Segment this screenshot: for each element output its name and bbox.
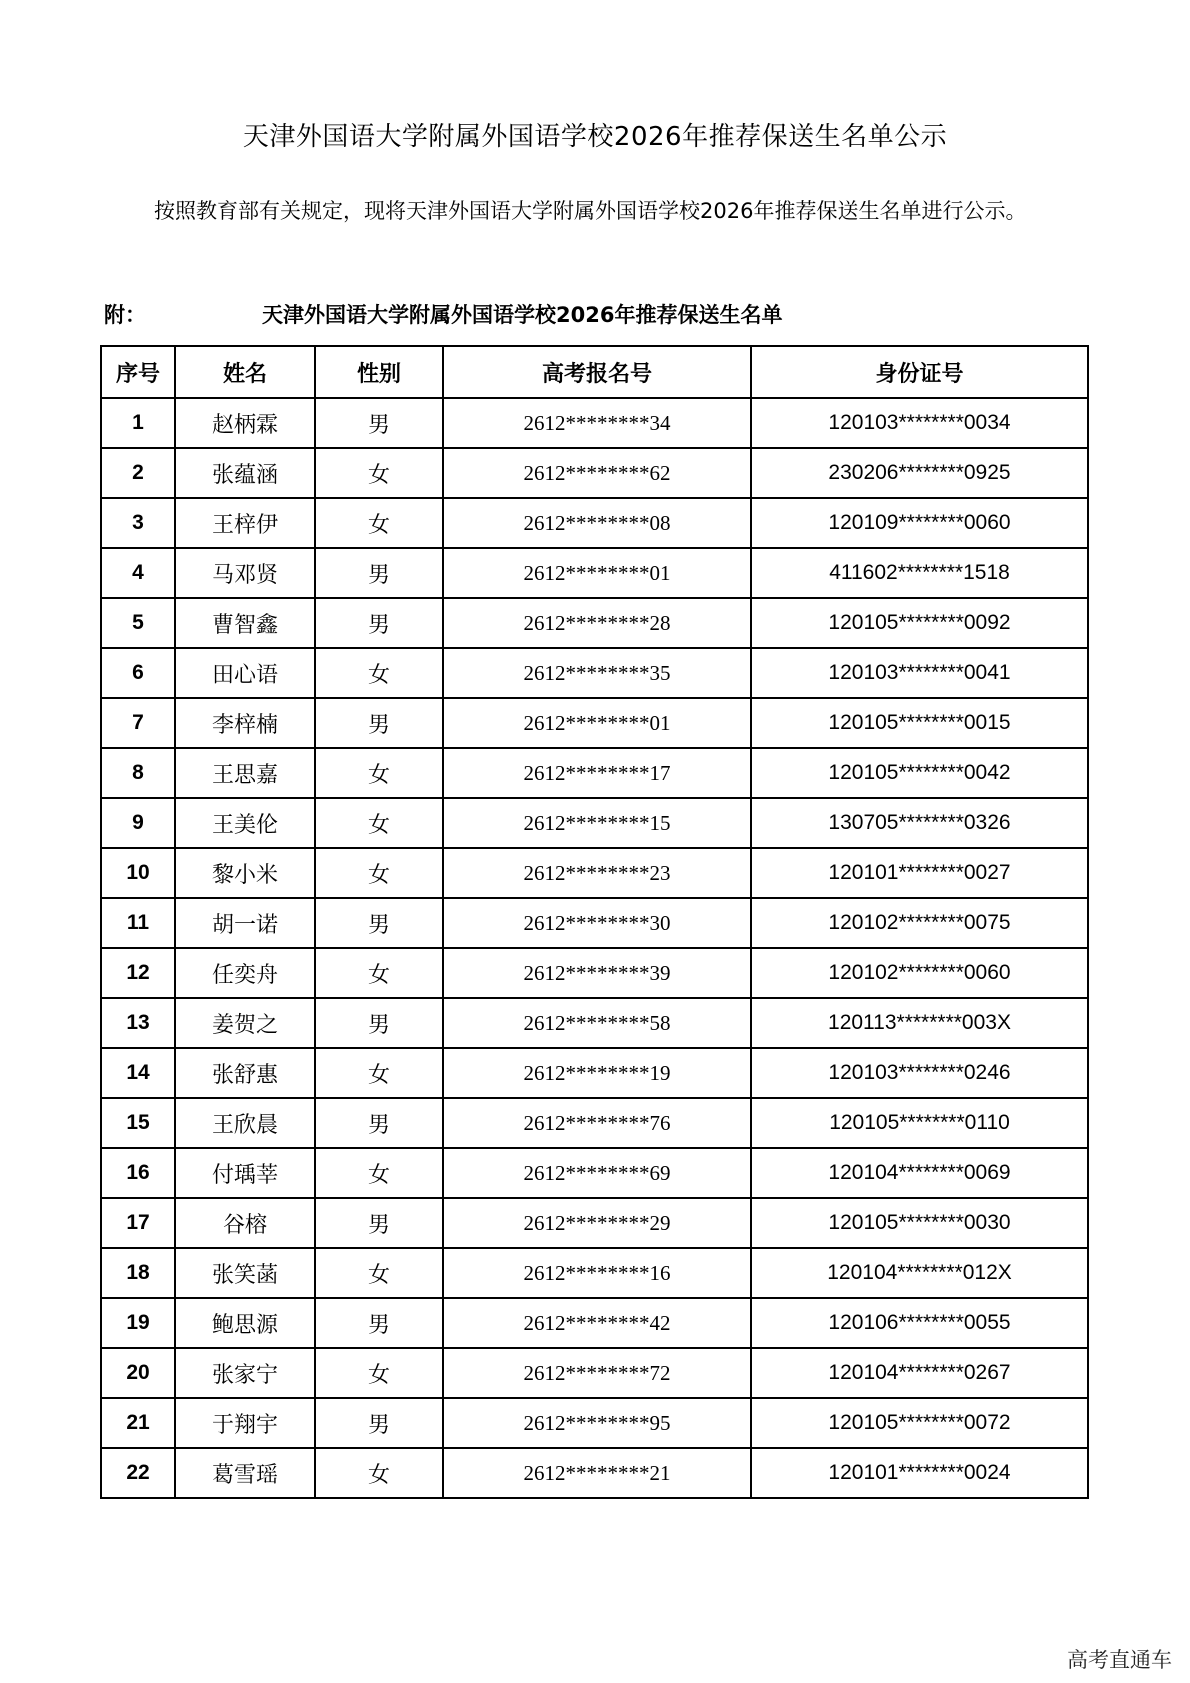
id-card-no-cell: 120104********012X	[751, 1248, 1088, 1298]
student-roster-table	[100, 345, 1089, 1499]
gender-cell: 女	[315, 1048, 443, 1098]
name-cell: 黎小米	[175, 848, 315, 898]
table-row	[101, 1298, 1088, 1348]
table-row	[101, 498, 1088, 548]
name-cell: 赵柄霖	[175, 398, 315, 448]
table-row	[101, 698, 1088, 748]
exam-registration-no-cell: 2612********01	[443, 548, 751, 598]
gender-cell: 女	[315, 648, 443, 698]
exam-registration-no-cell: 2612********16	[443, 1248, 751, 1298]
serial-no-cell: 9	[101, 798, 175, 848]
gender-cell: 男	[315, 1098, 443, 1148]
table-row	[101, 848, 1088, 898]
gender-cell: 女	[315, 1448, 443, 1498]
id-card-no-cell: 120105********0072	[751, 1398, 1088, 1448]
gender-cell: 女	[315, 948, 443, 998]
table-row	[101, 1098, 1088, 1148]
exam-registration-no-cell: 2612********62	[443, 448, 751, 498]
id-card-no-cell: 120103********0034	[751, 398, 1088, 448]
gender-cell: 男	[315, 548, 443, 598]
name-cell: 张笑菡	[175, 1248, 315, 1298]
document-title: 天津外国语大学附属外国语学校2026年推荐保送生名单公示	[242, 122, 948, 152]
id-card-no-cell: 120105********0110	[751, 1098, 1088, 1148]
exam-registration-no-cell: 2612********19	[443, 1048, 751, 1098]
id-card-no-cell: 120104********0267	[751, 1348, 1088, 1398]
header-serial-no: 序号	[101, 346, 175, 398]
id-card-no-cell: 120104********0069	[751, 1148, 1088, 1198]
table-row	[101, 748, 1088, 798]
serial-no-cell: 6	[101, 648, 175, 698]
id-card-no-cell: 120105********0042	[751, 748, 1088, 798]
id-card-no-cell: 120106********0055	[751, 1298, 1088, 1348]
attachment-title: 天津外国语大学附属外国语学校2026年推荐保送生名单	[262, 303, 783, 327]
table-body	[101, 398, 1088, 1498]
gender-cell: 女	[315, 1248, 443, 1298]
id-card-no-cell: 120109********0060	[751, 498, 1088, 548]
exam-registration-no-cell: 2612********28	[443, 598, 751, 648]
table-row	[101, 1198, 1088, 1248]
serial-no-cell: 15	[101, 1098, 175, 1148]
serial-no-cell: 5	[101, 598, 175, 648]
id-card-no-cell: 120101********0027	[751, 848, 1088, 898]
gender-cell: 男	[315, 698, 443, 748]
id-card-no-cell: 120102********0060	[751, 948, 1088, 998]
name-cell: 王欣晨	[175, 1098, 315, 1148]
name-cell: 胡一诺	[175, 898, 315, 948]
gender-cell: 男	[315, 1398, 443, 1448]
gender-cell: 男	[315, 998, 443, 1048]
gender-cell: 女	[315, 1148, 443, 1198]
exam-registration-no-cell: 2612********72	[443, 1348, 751, 1398]
serial-no-cell: 16	[101, 1148, 175, 1198]
name-cell: 张蕴涵	[175, 448, 315, 498]
name-cell: 王思嘉	[175, 748, 315, 798]
exam-registration-no-cell: 2612********29	[443, 1198, 751, 1248]
id-card-no-cell: 120105********0092	[751, 598, 1088, 648]
serial-no-cell: 2	[101, 448, 175, 498]
id-card-no-cell: 120103********0041	[751, 648, 1088, 698]
gender-cell: 男	[315, 1298, 443, 1348]
id-card-no-cell: 230206********0925	[751, 448, 1088, 498]
header-name: 姓名	[175, 346, 315, 398]
name-cell: 于翔宇	[175, 1398, 315, 1448]
exam-registration-no-cell: 2612********39	[443, 948, 751, 998]
table-row	[101, 948, 1088, 998]
serial-no-cell: 3	[101, 498, 175, 548]
id-card-no-cell: 120105********0030	[751, 1198, 1088, 1248]
serial-no-cell: 18	[101, 1248, 175, 1298]
gender-cell: 男	[315, 898, 443, 948]
name-cell: 田心语	[175, 648, 315, 698]
serial-no-cell: 14	[101, 1048, 175, 1098]
id-card-no-cell: 120103********0246	[751, 1048, 1088, 1098]
name-cell: 张舒惠	[175, 1048, 315, 1098]
serial-no-cell: 17	[101, 1198, 175, 1248]
serial-no-cell: 1	[101, 398, 175, 448]
table-row	[101, 1348, 1088, 1398]
exam-registration-no-cell: 2612********23	[443, 848, 751, 898]
table-row	[101, 1148, 1088, 1198]
name-cell: 鲍思源	[175, 1298, 315, 1348]
serial-no-cell: 7	[101, 698, 175, 748]
intro-paragraph: 按照教育部有关规定，现将天津外国语大学附属外国语学校2026年推荐保送生名单进行公示。	[154, 199, 1027, 223]
serial-no-cell: 21	[101, 1398, 175, 1448]
serial-no-cell: 12	[101, 948, 175, 998]
gender-cell: 女	[315, 798, 443, 848]
gender-cell: 女	[315, 498, 443, 548]
exam-registration-no-cell: 2612********95	[443, 1398, 751, 1448]
id-card-no-cell: 411602********1518	[751, 548, 1088, 598]
name-cell: 任奕舟	[175, 948, 315, 998]
name-cell: 曹智鑫	[175, 598, 315, 648]
exam-registration-no-cell: 2612********42	[443, 1298, 751, 1348]
name-cell: 葛雪瑶	[175, 1448, 315, 1498]
gender-cell: 女	[315, 748, 443, 798]
exam-registration-no-cell: 2612********34	[443, 398, 751, 448]
id-card-no-cell: 130705********0326	[751, 798, 1088, 848]
id-card-no-cell: 120105********0015	[751, 698, 1088, 748]
serial-no-cell: 11	[101, 898, 175, 948]
serial-no-cell: 8	[101, 748, 175, 798]
table-row	[101, 648, 1088, 698]
id-card-no-cell: 120101********0024	[751, 1448, 1088, 1498]
gender-cell: 女	[315, 848, 443, 898]
gender-cell: 男	[315, 1198, 443, 1248]
name-cell: 谷榕	[175, 1198, 315, 1248]
id-card-no-cell: 120113********003X	[751, 998, 1088, 1048]
serial-no-cell: 10	[101, 848, 175, 898]
header-exam-registration-no: 高考报名号	[443, 346, 751, 398]
serial-no-cell: 19	[101, 1298, 175, 1348]
serial-no-cell: 13	[101, 998, 175, 1048]
exam-registration-no-cell: 2612********69	[443, 1148, 751, 1198]
name-cell: 李梓楠	[175, 698, 315, 748]
serial-no-cell: 22	[101, 1448, 175, 1498]
exam-registration-no-cell: 2612********58	[443, 998, 751, 1048]
table-header-row	[101, 346, 1088, 398]
gender-cell: 女	[315, 448, 443, 498]
exam-registration-no-cell: 2612********35	[443, 648, 751, 698]
exam-registration-no-cell: 2612********17	[443, 748, 751, 798]
id-card-no-cell: 120102********0075	[751, 898, 1088, 948]
exam-registration-no-cell: 2612********76	[443, 1098, 751, 1148]
exam-registration-no-cell: 2612********21	[443, 1448, 751, 1498]
table-row	[101, 898, 1088, 948]
name-cell: 王梓伊	[175, 498, 315, 548]
attachment-label: 附：	[104, 303, 146, 327]
table-row	[101, 1048, 1088, 1098]
name-cell: 付瑀莘	[175, 1148, 315, 1198]
table-row	[101, 448, 1088, 498]
name-cell: 张家宁	[175, 1348, 315, 1398]
header-id-card-no: 身份证号	[751, 346, 1088, 398]
name-cell: 马邓贤	[175, 548, 315, 598]
exam-registration-no-cell: 2612********01	[443, 698, 751, 748]
table-row	[101, 798, 1088, 848]
table-row	[101, 1248, 1088, 1298]
gender-cell: 男	[315, 598, 443, 648]
exam-registration-no-cell: 2612********08	[443, 498, 751, 548]
name-cell: 姜贺之	[175, 998, 315, 1048]
table-row	[101, 1448, 1088, 1498]
watermark-text: 高考直通车	[1067, 1648, 1172, 1672]
exam-registration-no-cell: 2612********15	[443, 798, 751, 848]
name-cell: 王美伦	[175, 798, 315, 848]
gender-cell: 女	[315, 1348, 443, 1398]
gender-cell: 男	[315, 398, 443, 448]
table-row	[101, 1398, 1088, 1448]
serial-no-cell: 20	[101, 1348, 175, 1398]
table-row	[101, 548, 1088, 598]
table-row	[101, 998, 1088, 1048]
serial-no-cell: 4	[101, 548, 175, 598]
exam-registration-no-cell: 2612********30	[443, 898, 751, 948]
table-row	[101, 398, 1088, 448]
header-gender: 性别	[315, 346, 443, 398]
table-row	[101, 598, 1088, 648]
